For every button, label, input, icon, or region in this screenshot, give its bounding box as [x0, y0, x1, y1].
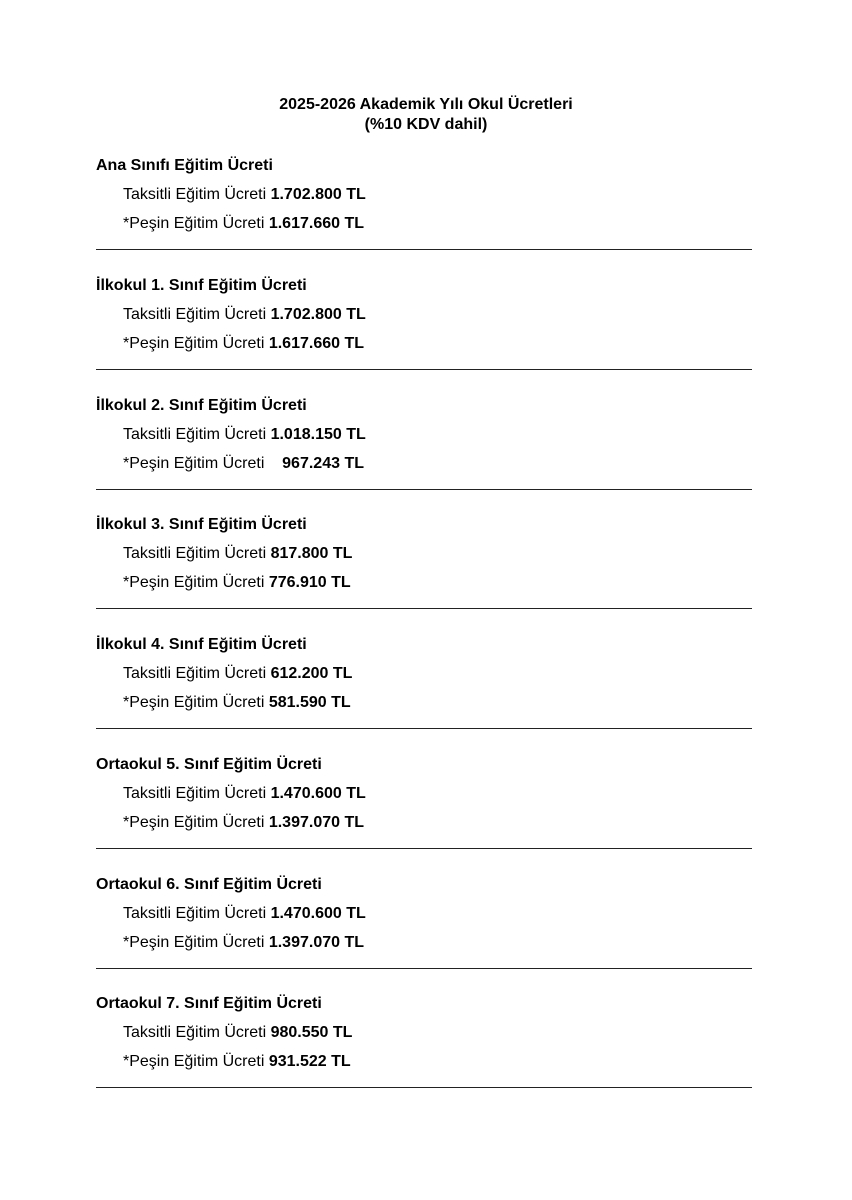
document-title-line2: (%10 KDV dahil)	[364, 116, 488, 133]
installment-fee-label: Taksitli Eğitim Ücreti	[123, 665, 271, 682]
section-heading: Ortaokul 6. Sınıf Eğitim Ücreti	[96, 876, 322, 893]
cash-fee-line	[123, 334, 364, 354]
section-heading: Ana Sınıfı Eğitim Ücreti	[96, 157, 273, 174]
section-heading: İlkokul 4. Sınıf Eğitim Ücreti	[96, 636, 307, 653]
installment-fee-label: Taksitli Eğitim Ücreti	[123, 426, 271, 443]
cash-fee-line	[123, 813, 364, 833]
installment-fee-line	[123, 544, 352, 564]
installment-fee-amount: 1.702.800 TL	[270, 306, 366, 323]
cash-fee-amount: 776.910 TL	[268, 574, 351, 591]
cash-fee-line	[123, 933, 364, 953]
section-heading: Ortaokul 7. Sınıf Eğitim Ücreti	[96, 995, 322, 1012]
installment-fee-amount: 1.702.800 TL	[270, 186, 366, 203]
cash-fee-label: *Peşin Eğitim Ücreti	[123, 335, 269, 352]
section-divider	[96, 369, 752, 370]
installment-fee-line	[123, 185, 366, 205]
installment-fee-amount: 1.470.600 TL	[270, 905, 366, 922]
cash-fee-line	[123, 214, 364, 234]
cash-fee-amount: 1.397.070 TL	[268, 814, 364, 831]
cash-fee-label: *Peşin Eğitim Ücreti	[123, 574, 269, 591]
section-heading: Ortaokul 5. Sınıf Eğitim Ücreti	[96, 756, 322, 773]
section-heading: İlkokul 2. Sınıf Eğitim Ücreti	[96, 397, 307, 414]
cash-fee-amount: 581.590 TL	[268, 694, 351, 711]
installment-fee-amount: 980.550 TL	[270, 1024, 353, 1041]
installment-fee-line	[123, 425, 366, 445]
document-title-line1: 2025-2026 Akademik Yılı Okul Ücretleri	[279, 96, 573, 113]
section-divider	[96, 728, 752, 729]
installment-fee-label: Taksitli Eğitim Ücreti	[123, 1024, 271, 1041]
cash-fee-line	[123, 573, 351, 593]
installment-fee-line	[123, 305, 366, 325]
section-divider	[96, 1087, 752, 1088]
installment-fee-line	[123, 1023, 352, 1043]
cash-fee-line	[123, 1052, 351, 1072]
cash-fee-amount: 967.243 TL	[282, 455, 364, 472]
installment-fee-label: Taksitli Eğitim Ücreti	[123, 306, 271, 323]
installment-fee-amount: 612.200 TL	[270, 665, 353, 682]
cash-fee-label: *Peşin Eğitim Ücreti	[123, 1053, 269, 1070]
installment-fee-line	[123, 664, 352, 684]
cash-fee-amount: 1.617.660 TL	[268, 335, 364, 352]
section-divider	[96, 848, 752, 849]
section-divider	[96, 489, 752, 490]
document-title	[0, 95, 852, 135]
section-divider	[96, 968, 752, 969]
section-heading: İlkokul 1. Sınıf Eğitim Ücreti	[96, 277, 307, 294]
section-heading: İlkokul 3. Sınıf Eğitim Ücreti	[96, 516, 307, 533]
installment-fee-label: Taksitli Eğitim Ücreti	[123, 905, 271, 922]
cash-fee-line	[123, 693, 351, 713]
cash-fee-amount: 1.617.660 TL	[268, 215, 364, 232]
cash-fee-label: *Peşin Eğitim Ücreti	[123, 455, 283, 472]
installment-fee-label: Taksitli Eğitim Ücreti	[123, 545, 271, 562]
cash-fee-label: *Peşin Eğitim Ücreti	[123, 934, 269, 951]
cash-fee-line	[123, 454, 364, 474]
installment-fee-label: Taksitli Eğitim Ücreti	[123, 186, 271, 203]
installment-fee-line	[123, 904, 366, 924]
cash-fee-label: *Peşin Eğitim Ücreti	[123, 694, 269, 711]
section-divider	[96, 608, 752, 609]
installment-fee-line	[123, 784, 366, 804]
cash-fee-amount: 1.397.070 TL	[268, 934, 364, 951]
installment-fee-label: Taksitli Eğitim Ücreti	[123, 785, 271, 802]
installment-fee-amount: 1.470.600 TL	[270, 785, 366, 802]
section-divider	[96, 249, 752, 250]
cash-fee-label: *Peşin Eğitim Ücreti	[123, 814, 269, 831]
cash-fee-label: *Peşin Eğitim Ücreti	[123, 215, 269, 232]
installment-fee-amount: 817.800 TL	[270, 545, 353, 562]
cash-fee-amount: 931.522 TL	[268, 1053, 351, 1070]
installment-fee-amount: 1.018.150 TL	[270, 426, 366, 443]
